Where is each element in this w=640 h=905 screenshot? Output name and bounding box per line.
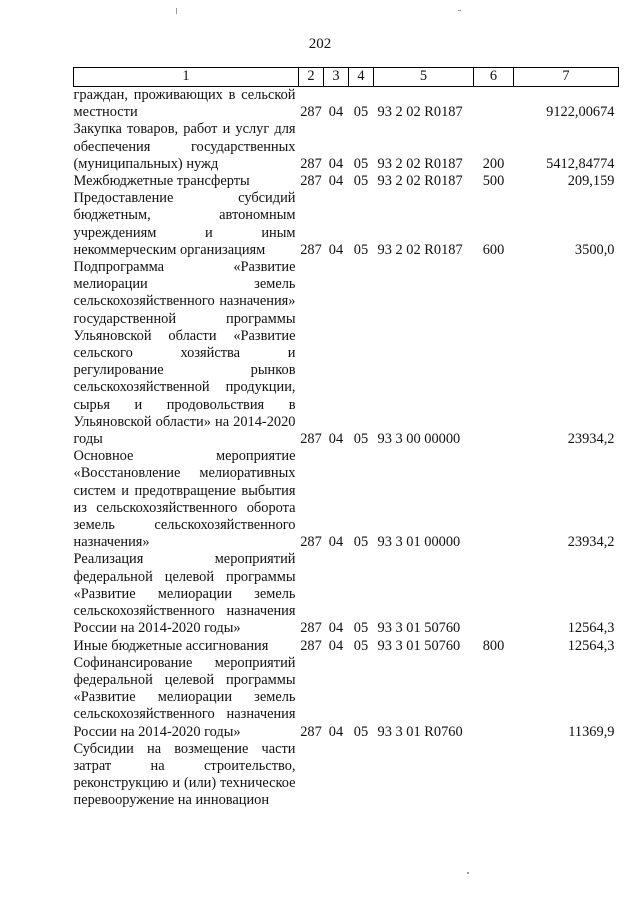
column-header: 5 xyxy=(374,68,474,87)
cell-sum: 11369,9 xyxy=(568,723,615,740)
column-header: 1 xyxy=(74,68,299,87)
cell-pr: 05 xyxy=(353,723,369,740)
cell-cs xyxy=(374,741,474,810)
table-body xyxy=(74,87,619,810)
table-row xyxy=(74,87,619,122)
cell-rz: 04 xyxy=(328,173,344,190)
cell-rz: 04 xyxy=(328,620,344,637)
cell-name: Закупка товаров, работ и услуг для обеспечения государственных (муниципальных) нужд xyxy=(73,121,296,172)
cell-cs: 93 3 01 00000 xyxy=(377,534,461,551)
cell-rz: 04 xyxy=(328,534,344,551)
cell-adm: 287 xyxy=(300,620,322,637)
cell-rz: 04 xyxy=(328,723,344,740)
cell-adm: 287 xyxy=(300,241,322,258)
cell-cs: 93 3 01 50760 xyxy=(377,620,461,637)
cell-sum: 23934,2 xyxy=(567,431,615,448)
table-row xyxy=(74,448,619,551)
cell-adm xyxy=(299,741,324,810)
cell-cs: 93 2 02 R0187 xyxy=(377,104,463,121)
cell-vr: 500 xyxy=(482,173,505,190)
cell-pr xyxy=(349,741,374,810)
cell-pr: 05 xyxy=(353,534,369,551)
cell-name: Реализация мероприятий федеральной целевой программы «Развитие мелиорации земель сельскохозяйственного назначения России на 2014-2020 годы» xyxy=(73,551,296,637)
cell-vr xyxy=(474,551,514,637)
cell-adm: 287 xyxy=(300,431,322,448)
table-row xyxy=(74,551,619,637)
cell-adm: 287 xyxy=(300,723,322,740)
cell-rz: 04 xyxy=(328,104,344,121)
cell-vr: 800 xyxy=(482,637,505,654)
cell-pr: 05 xyxy=(353,173,369,190)
cell-cs: 93 3 01 R0760 xyxy=(377,723,463,740)
table-row xyxy=(74,741,619,810)
cell-vr xyxy=(474,741,514,810)
cell-vr xyxy=(474,655,514,741)
cell-rz: 04 xyxy=(328,155,344,172)
cell-sum: 12564,3 xyxy=(567,620,615,637)
cell-pr: 05 xyxy=(353,637,369,654)
cell-vr xyxy=(474,87,514,122)
column-header: 4 xyxy=(349,68,374,87)
cell-adm: 287 xyxy=(300,155,322,172)
cell-pr: 05 xyxy=(353,431,369,448)
budget-table xyxy=(73,67,619,810)
cell-rz xyxy=(324,741,349,810)
cell-cs: 93 3 01 50760 xyxy=(377,637,461,654)
cell-pr: 05 xyxy=(353,241,369,258)
cell-cs: 93 2 02 R0187 xyxy=(377,241,463,258)
cell-sum: 23934,2 xyxy=(567,534,615,551)
cell-sum: 9122,00674 xyxy=(546,104,615,121)
cell-adm: 287 xyxy=(300,104,322,121)
cell-sum xyxy=(514,741,619,810)
column-header: 3 xyxy=(324,68,349,87)
table-row xyxy=(74,173,619,190)
cell-cs: 93 2 02 R0187 xyxy=(377,173,463,190)
table-row xyxy=(74,638,619,655)
table-row xyxy=(74,259,619,448)
cell-sum: 3500,0 xyxy=(574,241,615,258)
cell-cs: 93 3 00 00000 xyxy=(377,431,461,448)
cell-name: Софинансирование мероприятий федеральной целевой программы «Развитие мелиорации земель сельскохозяйственного назначения России на 2014-2020 годы» xyxy=(73,654,296,740)
cell-pr: 05 xyxy=(353,155,369,172)
column-header: 7 xyxy=(514,68,619,87)
cell-rz: 04 xyxy=(328,431,344,448)
cell-vr xyxy=(474,259,514,448)
cell-sum: 12564,3 xyxy=(567,637,615,654)
cell-name: Иные бюджетные ассигнования xyxy=(73,637,269,654)
cell-rz: 04 xyxy=(328,637,344,654)
cell-adm: 287 xyxy=(300,534,322,551)
cell-pr: 05 xyxy=(353,104,369,121)
cell-adm: 287 xyxy=(300,173,322,190)
table-row xyxy=(74,121,619,173)
column-header: 2 xyxy=(299,68,324,87)
cell-pr: 05 xyxy=(353,620,369,637)
table-header xyxy=(74,68,619,87)
scan-speck xyxy=(458,10,461,11)
cell-name: Межбюджетные трансферты xyxy=(73,173,250,190)
table-row xyxy=(74,655,619,741)
cell-vr xyxy=(474,448,514,551)
table-row xyxy=(74,190,619,259)
cell-name: Основное мероприятие «Восстановление мелиоративных систем и предотвращение выбытия из сельскохозяйственного оборота земель сельскохозяйственного назначения» xyxy=(73,448,296,551)
page-number: 202 xyxy=(308,36,332,52)
cell-vr: 200 xyxy=(482,155,505,172)
cell-name: Субсидии на возмещение части затрат на строительство, реконструкцию и (или) техническое перевооружение на инновацион xyxy=(73,740,296,809)
cell-name: граждан, проживающих в сельской местности xyxy=(73,87,296,121)
scan-speck xyxy=(176,8,177,14)
cell-name: Подпрограмма «Развитие мелиорации земель сельскохозяйственного назначения» государственной программы Ульяновской области «Развитие сельского хозяйства и регулирование рынков сельскохозяйственной продукции, сырья и продовольствия в Ульяновской области» на 2014-2020 годы xyxy=(73,259,296,448)
column-header: 6 xyxy=(474,68,514,87)
cell-vr: 600 xyxy=(482,241,505,258)
cell-sum: 5412,84774 xyxy=(546,155,615,172)
cell-sum: 209,159 xyxy=(567,173,615,190)
scan-speck xyxy=(467,872,469,874)
cell-adm: 287 xyxy=(300,637,322,654)
cell-name: Предоставление субсидий бюджетным, автономным учреждениям и иным некоммерческим организациям xyxy=(73,190,296,258)
cell-cs: 93 2 02 R0187 xyxy=(377,155,463,172)
cell-rz: 04 xyxy=(328,241,344,258)
